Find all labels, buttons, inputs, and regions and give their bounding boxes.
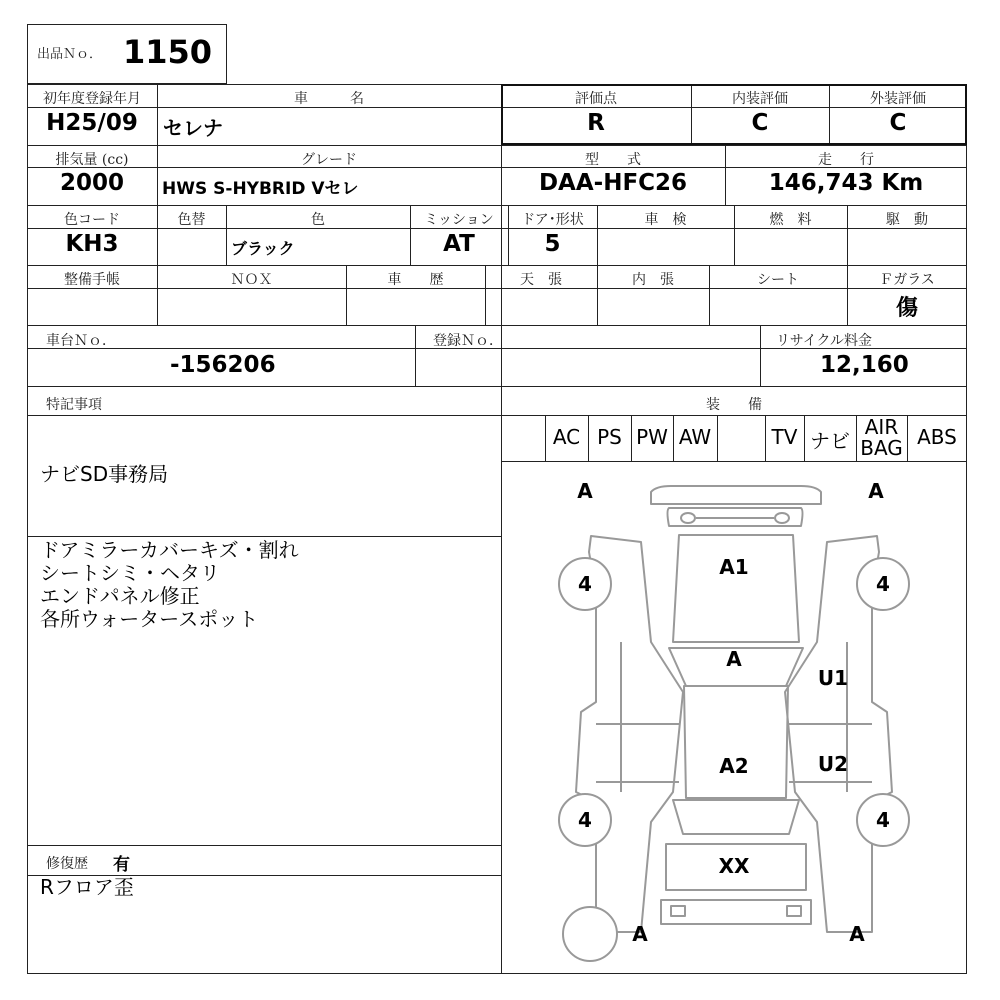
divider [27,845,501,846]
chassis-number-value: -156206 [170,352,276,378]
car-name-label: 車 名 [294,91,364,107]
registration-number-label: 登録Ｎｏ． [433,333,503,349]
rating-value: R [587,110,605,136]
mark-rear-left-wheel: 4 [578,808,592,832]
equipment-pw: PW [636,425,668,449]
transmission-value: AT [443,231,475,257]
divider [27,205,967,206]
remarks-note-damage: ドアミラーカバーキズ・割れ シートシミ・ヘタリ エンドパネル修正 各所ウォータースポット [40,538,299,631]
mark-rear-right-wheel: 4 [876,808,890,832]
model-code-label: 型 式 [585,152,641,168]
mileage-value: 146,743 Km [768,170,924,196]
equipment-row [501,415,967,461]
rear-window-shape [673,800,799,834]
listing-number-box [27,24,227,84]
doors-label: ドア･形状 [521,212,584,228]
mark-hood: A1 [719,555,749,579]
divider [27,386,967,387]
vehicle-history-label: 車 歴 [387,272,444,288]
car-name-value: セレナ [163,116,223,140]
inspection-label: 車 検 [644,212,687,228]
displacement-label: 排気量 (cc) [55,152,129,168]
equipment-tv: TV [771,425,798,449]
interior-rating-label: 内装評価 [732,91,788,107]
color-code-value: KH3 [65,231,119,257]
car-condition-diagram [501,462,967,973]
repaint-label: 色替 [177,212,206,228]
mileage-label: 走 行 [818,152,874,168]
repair-history-label: 修復歴 [46,856,88,872]
drive-label: 駆 動 [886,212,928,228]
repair-history-value: 有 [113,855,130,875]
nox-label: ＮＯＸ [230,272,273,288]
grade-label: グレード [301,152,357,168]
grade-value: HWS S-HYBRID Vセレ [162,179,359,199]
remarks-label: 特記事項 [46,397,102,413]
listing-number-value: 1150 [123,33,213,71]
divider [27,325,967,326]
grid-line [415,325,416,386]
equipment-airbag: AIR BAG [860,415,903,460]
mark-front-left-corner: A [577,479,593,503]
equipment-aw: AW [678,425,712,449]
exterior-rating-value: C [889,110,907,136]
model-code-value: DAA-HFC26 [538,170,688,196]
grid-line [760,325,761,386]
equipment-ac: AC [552,425,581,449]
mark-front-left-wheel: 4 [578,572,592,596]
front-glass-label: Ｆガラス [879,272,935,288]
seat-label: シート [757,272,799,288]
maintenance-book-label: 整備手帳 [64,272,120,288]
hood-shape [673,535,799,642]
color-value: ブラック [231,239,295,258]
mark-right-rear-door: U2 [817,752,849,776]
recycle-fee-label: リサイクル料金 [776,333,873,349]
mark-right-front-door: U1 [817,666,849,690]
first-registration-label: 初年度登録年月 [43,91,141,107]
front-glass-value: 傷 [895,296,918,321]
fuel-label: 燃 料 [769,212,812,228]
divider [27,265,967,266]
chassis-number-label: 車台Ｎｏ． [46,333,116,349]
remarks-note-navi: ナビSD事務局 [40,462,169,486]
rating-label: 評価点 [575,91,617,107]
color-label: 色 [311,212,325,228]
mark-roof: A2 [719,754,749,778]
equipment-label: 装 備 [706,397,762,413]
rear-bumper-shape [661,900,811,924]
interior-trim-label: 内 張 [632,272,674,288]
grid-line [717,415,718,461]
divider [27,145,967,146]
spare-tire-shape [563,907,617,961]
doors-value: 5 [544,231,561,257]
equipment-abs: ABS [917,425,957,449]
mark-front-right-corner: A [868,479,884,503]
mark-rear-left-corner: A [632,922,648,946]
front-bumper-shape [651,486,821,504]
mark-tailgate: XX [718,854,750,878]
interior-rating-value: C [751,110,769,136]
recycle-fee-value: 12,160 [820,352,909,378]
first-registration-value: H25/09 [46,110,138,136]
roof-shape [684,686,788,798]
exterior-rating-label: 外装評価 [870,91,926,107]
listing-number-label: 出品Ｎｏ． [37,47,103,62]
equipment-ps: PS [597,425,622,449]
mark-windshield: A [726,647,742,671]
repair-note: Rフロア歪 [40,875,134,899]
mark-rear-right-corner: A [849,922,865,946]
displacement-value: 2000 [59,170,124,196]
transmission-label: ミッション [424,212,494,228]
divider [27,536,501,537]
headliner-label: 天 張 [520,272,562,288]
color-code-label: 色コード [64,212,120,228]
mark-front-right-wheel: 4 [876,572,890,596]
equipment-navi: ナビ [810,429,850,453]
